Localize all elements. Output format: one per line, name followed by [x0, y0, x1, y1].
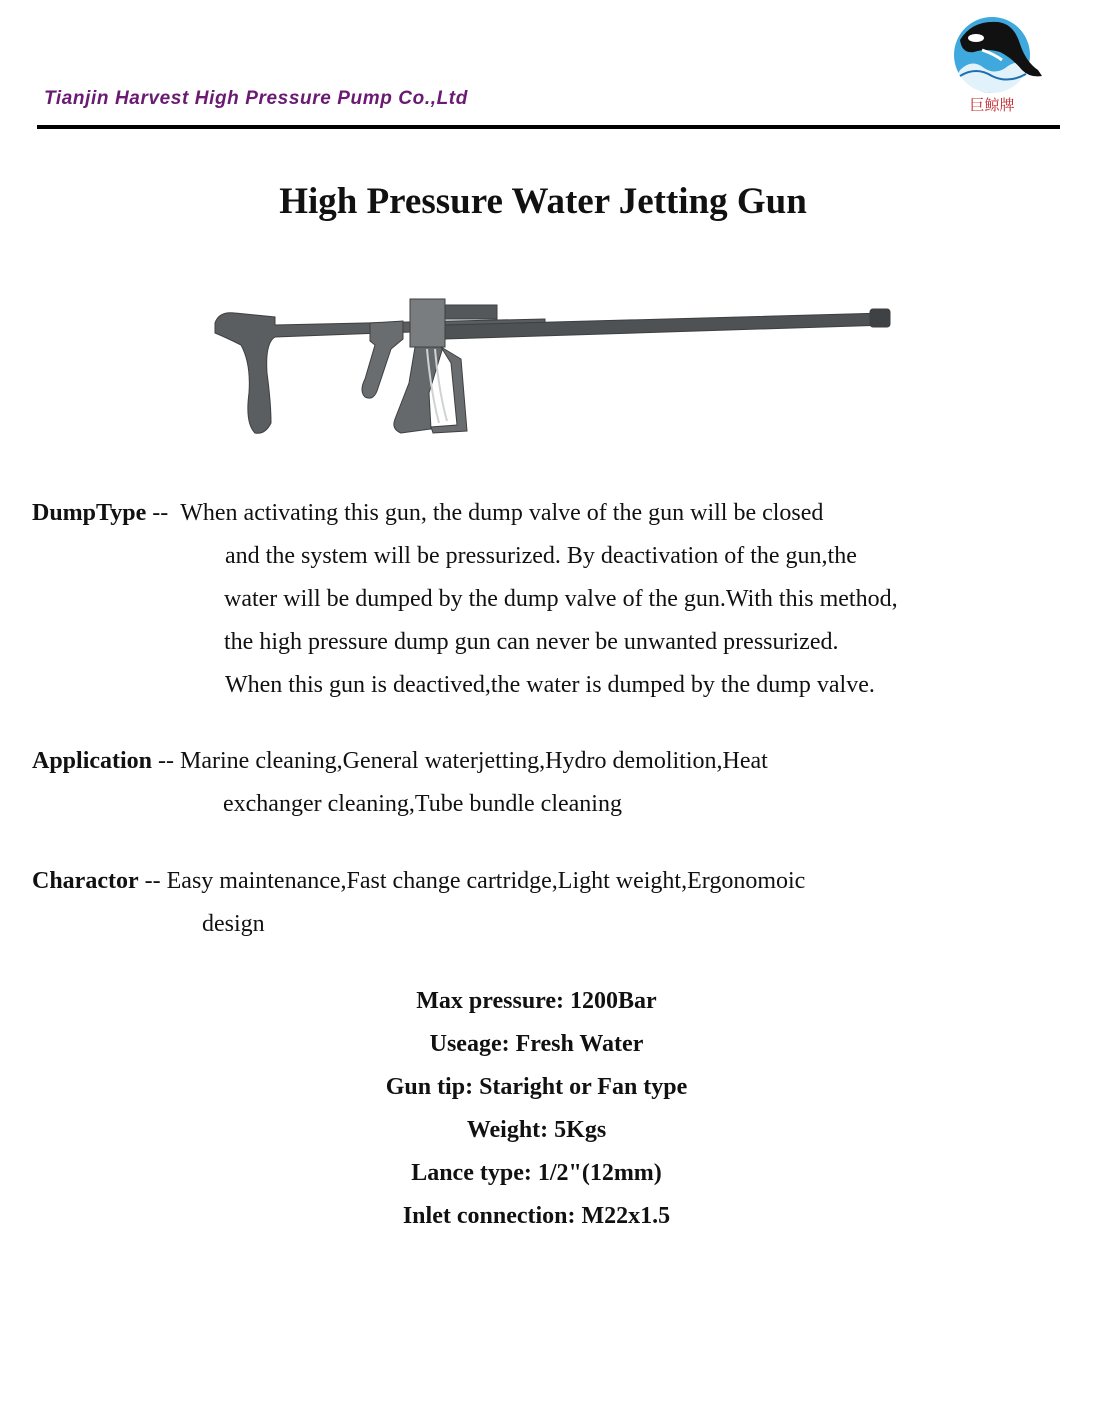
- section-text-line: Easy maintenance,Fast change cartridge,Light weight,Ergonomoic: [166, 868, 806, 894]
- section-text-line: When activating this gun, the dump valve of the gun will be closed: [180, 500, 824, 526]
- spec-max-pressure: Max pressure: 1200Bar: [416, 988, 657, 1014]
- spec-weight: Weight: 5Kgs: [466, 1117, 607, 1143]
- spec-usage: Useage: Fresh Water: [429, 1031, 644, 1057]
- section-charactor: Charactor -- Easy maintenance,Fast change cartridge,Light weight,Ergonomoic design: [32, 860, 805, 946]
- section-label: DumpType: [32, 500, 147, 526]
- svg-text:巨鲸牌: 巨鲸牌: [969, 96, 1015, 114]
- section-text-line: the high pressure dump gun can never be unwanted pressurized.: [224, 629, 839, 655]
- section-dumptype: DumpType -- When activating this gun, the dump valve of the gun will be closed and the system will be pressurized. By deactivation of the gun,the water will be dumped by the dump valve of the gun.With this method, the high pressure dump gun can never be unwanted pressurized. When this gun is deactived,the water is dumped by the dump valve.: [32, 492, 898, 707]
- company-name: Tianjin Harvest High Pressure Pump Co.,Ltd: [44, 88, 468, 109]
- section-text-line: When this gun is deactived,the water is dumped by the dump valve.: [225, 672, 875, 698]
- water-jetting-gun-image: [205, 283, 895, 453]
- section-text-line: design: [202, 911, 265, 937]
- spec-inlet-connection: Inlet connection: M22x1.5: [402, 1203, 671, 1229]
- section-label: Application: [32, 748, 153, 774]
- spec-list: [0, 980, 1073, 1238]
- section-label: Charactor: [32, 868, 139, 894]
- spec-lance-type: Lance type: 1/2"(12mm): [411, 1160, 662, 1186]
- section-text-line: exchanger cleaning,Tube bundle cleaning: [223, 791, 622, 817]
- spec-gun-tip: Gun tip: Staright or Fan type: [385, 1074, 688, 1100]
- section-text-line: water will be dumped by the dump valve of the gun.With this method,: [224, 586, 898, 612]
- orca-whale-logo-icon: [942, 10, 1046, 115]
- section-text-line: and the system will be pressurized. By deactivation of the gun,the: [225, 543, 857, 569]
- section-application: Application -- Marine cleaning,General waterjetting,Hydro demolition,Heat exchanger cleaning,Tube bundle cleaning: [32, 740, 768, 826]
- header-divider: [37, 125, 1060, 129]
- document-title: High Pressure Water Jetting Gun: [279, 181, 807, 222]
- section-text-line: Marine cleaning,General waterjetting,Hydro demolition,Heat: [180, 748, 768, 774]
